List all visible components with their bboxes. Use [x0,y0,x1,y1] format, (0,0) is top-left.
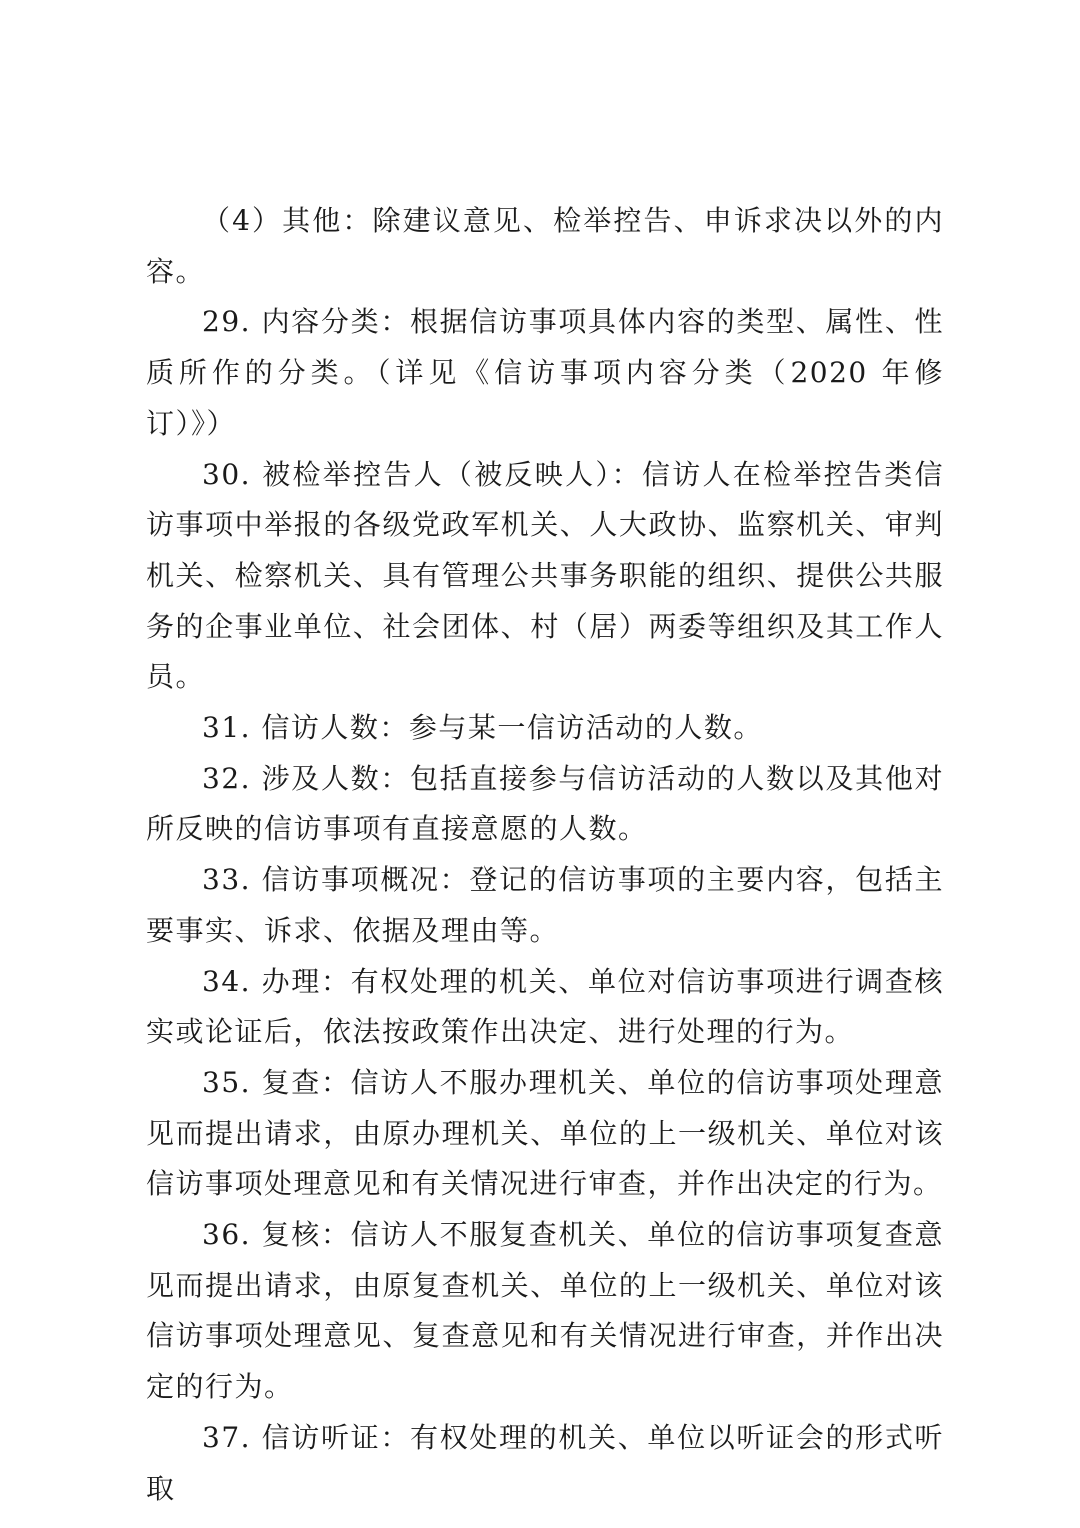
paragraph-36-re-examination: 36. 复核：信访人不服复查机关、单位的信访事项复查意见而提出请求，由原复查机关、单位的上一级机关、单位对该信访事项处理意见、复查意见和有关情况进行审查，并作出决定的行为。 [146,1218,944,1404]
paragraph-30-accused-party: 30. 被检举控告人（被反映人）：信访人在检举控告类信访事项中举报的各级党政军机关、人大政协、监察机关、审判机关、检察机关、具有管理公共事务职能的组织、提供公共服务的企事业单位、社会团体、村（居）两委等组织及其工作人员。 [146,457,944,694]
document-body [146,196,944,1514]
paragraph-33-matter-overview: 33. 信访事项概况：登记的信访事项的主要内容，包括主要事实、诉求、依据及理由等。 [146,863,944,947]
paragraph-37-petition-hearing: 37. 信访听证：有权处理的机关、单位以听证会的形式听取 [146,1420,944,1505]
paragraph-32-involved-count: 32. 涉及人数：包括直接参与信访活动的人数以及其他对所反映的信访事项有直接意愿的人数。 [146,761,944,846]
paragraph-31-petitioner-count: 31. 信访人数：参与某一信访活动的人数。 [202,711,763,745]
paragraph-29-content-classification: 29. 内容分类：根据信访事项具体内容的类型、属性、性质所作的分类。（详见《信访事项内容分类（2020 年修订）》） [146,305,944,440]
paragraph-item-4-other: （4）其他：除建议意见、检举控告、申诉求决以外的内容。 [146,204,944,288]
paragraph-34-handling: 34. 办理：有权处理的机关、单位对信访事项进行调查核实或论证后，依法按政策作出决定、进行处理的行为。 [146,964,944,1049]
paragraph-35-review: 35. 复查：信访人不服办理机关、单位的信访事项处理意见而提出请求，由原办理机关、单位的上一级机关、单位对该信访事项处理意见和有关情况进行审查，并作出决定的行为。 [146,1065,944,1201]
